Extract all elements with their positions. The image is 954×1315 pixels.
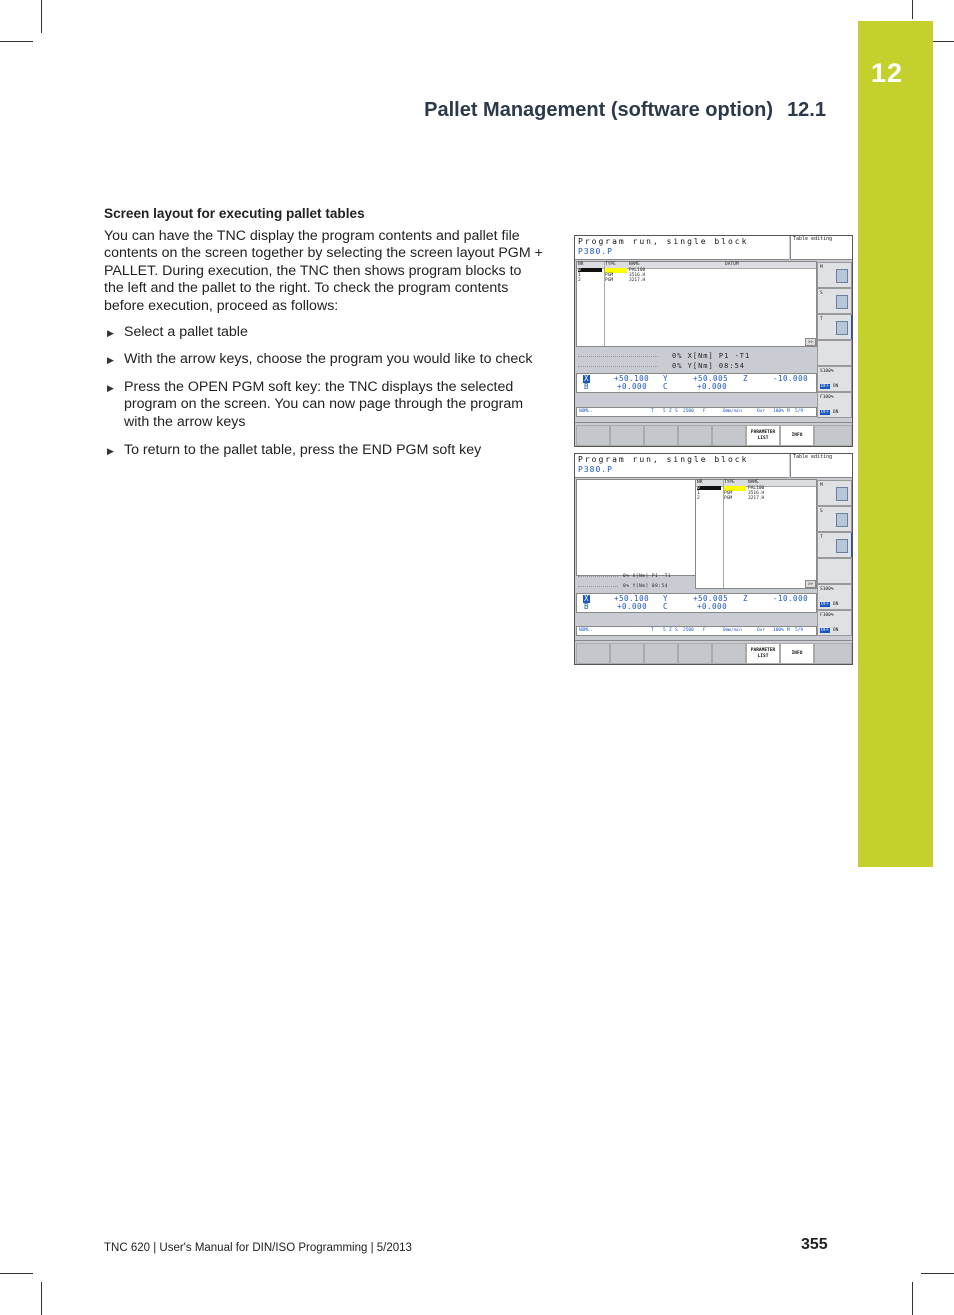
- vert-softkey-t[interactable]: [817, 532, 853, 558]
- chapter-tab: [858, 21, 933, 867]
- vsk-label: M: [820, 483, 823, 488]
- on-label: ON: [832, 602, 839, 607]
- column-header: NAME: [748, 480, 759, 485]
- separator: [578, 356, 658, 357]
- coord-row: [577, 603, 816, 611]
- status-axis: Z: [669, 409, 672, 414]
- status-ovr-label: Ovr: [757, 409, 766, 414]
- status-tool: 5: [663, 628, 666, 633]
- off-on-toggle[interactable]: [820, 602, 838, 607]
- vsk-label: S100%: [820, 587, 834, 592]
- status-spindle-label: S: [675, 628, 678, 633]
- side-mode-label: Table editing: [793, 236, 833, 242]
- header-title: Pallet Management (software option): [424, 99, 774, 121]
- axis-label: C: [662, 602, 668, 611]
- table-row[interactable]: [696, 496, 806, 501]
- status-tool: 5: [663, 409, 666, 414]
- cell-name: 3516.H: [629, 273, 646, 278]
- off-label: OFF: [821, 628, 830, 633]
- axis-label: Z: [742, 594, 748, 603]
- status-line-1: 0% X[Nm] P1 -T1: [672, 352, 751, 360]
- status-feed-label: F: [703, 628, 706, 633]
- softkey-1[interactable]: [576, 643, 610, 664]
- step-text: Press the OPEN PGM soft key: the TNC displays the selected program on the screen. You can now page through the program with the arrow keys: [124, 378, 524, 430]
- on-label: ON: [832, 410, 839, 415]
- axis-value: +0.000: [697, 602, 728, 611]
- vert-softkey-blank[interactable]: [817, 558, 852, 584]
- axis-label: X: [583, 594, 589, 603]
- axis-label: Y: [662, 374, 668, 383]
- softkey-row: [575, 422, 852, 446]
- body-text: [104, 205, 544, 469]
- scroll-right-button[interactable]: >>: [805, 580, 816, 588]
- side-mode-label: Table editing: [793, 454, 833, 460]
- axis-value: +50.100: [614, 374, 650, 383]
- tool-icon: [836, 321, 848, 335]
- column-header: TYPE: [605, 262, 616, 267]
- column-header: NR: [697, 480, 703, 485]
- softkey-5[interactable]: [712, 643, 746, 664]
- page-header: [424, 99, 826, 122]
- status-line-2: 0% Y[Nm] 08:54: [623, 584, 668, 589]
- axis-value: +0.000: [617, 602, 648, 611]
- vsk-label: S: [820, 291, 823, 296]
- crop-mark: [912, 1282, 913, 1315]
- softkey-info[interactable]: INFO: [780, 643, 814, 664]
- status-tool-label: T: [651, 628, 654, 633]
- softkey-3[interactable]: [644, 643, 678, 664]
- softkey-5[interactable]: [712, 425, 746, 446]
- softkey-3[interactable]: [644, 425, 678, 446]
- vert-softkey-t[interactable]: [817, 314, 853, 340]
- step-item: [104, 351, 544, 369]
- vert-softkey-s[interactable]: [817, 288, 852, 314]
- status-spindle: 2500: [683, 628, 694, 633]
- vsk-label: F100%: [820, 395, 834, 400]
- axis-label: X: [583, 374, 589, 383]
- softkey-8[interactable]: [814, 643, 852, 664]
- vert-softkey-m[interactable]: [817, 262, 852, 288]
- tnc-screenshot-1: [574, 235, 853, 447]
- operating-mode: Program run, single block: [578, 237, 749, 246]
- status-feed: 0mm/min: [723, 409, 742, 414]
- status-axis: Z: [669, 628, 672, 633]
- status-spindle-label: S: [675, 409, 678, 414]
- position-display: [576, 373, 817, 393]
- pallet-table[interactable]: [576, 261, 817, 347]
- vsk-label: S: [820, 509, 823, 514]
- cell-type: PGM: [605, 273, 614, 278]
- vert-softkey-s100[interactable]: [817, 584, 852, 610]
- status-ovr-label: Ovr: [757, 628, 766, 633]
- tnc-screenshot-2: [574, 453, 853, 665]
- side-mode: [790, 236, 853, 260]
- status-mode: NOML.: [579, 409, 593, 414]
- separator: [578, 366, 658, 367]
- bullet-triangle-icon: ▶: [107, 327, 114, 338]
- crop-mark: [921, 1273, 954, 1274]
- step-text: Select a pallet table: [124, 323, 248, 340]
- tool-icon: [836, 539, 848, 553]
- cell-nr: 0: [697, 486, 700, 491]
- column-header: DATUM: [725, 262, 739, 267]
- softkey-parameter-list[interactable]: PARAMETER LIST: [746, 425, 780, 446]
- status-feed-label: F: [703, 409, 706, 414]
- status-feed: 0mm/min: [723, 628, 742, 633]
- footer-text: TNC 620 | User's Manual for DIN/ISO Programming | 5/2013: [104, 1242, 412, 1254]
- off-on-toggle[interactable]: [820, 384, 838, 389]
- pallet-table[interactable]: [695, 479, 817, 589]
- softkey-1[interactable]: [576, 425, 610, 446]
- coord-row: [577, 383, 816, 391]
- column-header: NAME: [629, 262, 640, 267]
- off-label: OFF: [821, 410, 830, 415]
- separator: [578, 586, 618, 587]
- step-item: [104, 324, 544, 342]
- intro-paragraph: You can have the TNC display the program contents and pallet file contents on the screen together by selecting the screen layout PGM + PALLET. During execution, the TNC then shows program blocks to the left and the pallet to the right. To check the program contents before execution, proceed as follows:: [104, 227, 543, 314]
- axis-label: Y: [662, 594, 668, 603]
- on-label: ON: [832, 628, 839, 633]
- softkey-2[interactable]: [610, 425, 644, 446]
- page-number: 355: [801, 1236, 828, 1253]
- softkey-parameter-list[interactable]: PARAMETER LIST: [746, 643, 780, 664]
- machine-icon: [836, 487, 848, 501]
- vsk-label: S100%: [820, 369, 834, 374]
- mode-bar: [575, 236, 789, 260]
- separator: [578, 576, 618, 577]
- status-tool-label: T: [651, 409, 654, 414]
- off-label: OFF: [821, 384, 830, 389]
- axis-value: +0.000: [697, 382, 728, 391]
- step-text: With the arrow keys, choose the program you would like to check: [124, 351, 533, 368]
- machine-icon: [836, 269, 848, 283]
- program-blocks-panel[interactable]: [576, 479, 696, 576]
- status-line-1: 0% X[Nm] P1 -T1: [623, 574, 672, 579]
- cell-nr: 2: [697, 496, 700, 501]
- cell-name: 3217.H: [748, 496, 765, 501]
- crop-mark: [41, 1282, 42, 1315]
- operating-mode: Program run, single block: [578, 455, 749, 464]
- mode-bar: [575, 454, 789, 478]
- column-header: NR: [578, 262, 584, 267]
- cell-type: PGM: [605, 278, 614, 283]
- softkey-4[interactable]: [678, 425, 712, 446]
- status-ovr: 100%: [773, 628, 784, 633]
- cell-nr: 0: [578, 268, 581, 273]
- status-m: 5/9: [795, 628, 804, 633]
- status-m-label: M: [787, 409, 790, 414]
- axis-label: B: [583, 602, 589, 611]
- cell-nr: 1: [697, 491, 700, 496]
- status-m: 5/9: [795, 409, 804, 414]
- side-mode: [790, 454, 853, 478]
- off-on-toggle[interactable]: [820, 628, 838, 633]
- off-on-toggle[interactable]: [820, 410, 838, 415]
- crop-mark: [912, 0, 913, 19]
- vsk-label: F100%: [820, 613, 834, 618]
- softkey-8[interactable]: [814, 425, 852, 446]
- crop-mark: [41, 0, 42, 33]
- vert-softkey-m[interactable]: [817, 480, 852, 506]
- cell-name: 3516.H: [748, 491, 765, 496]
- position-display: [576, 593, 817, 613]
- step-item: [104, 379, 544, 432]
- axis-value: -10.000: [773, 374, 809, 383]
- status-spindle: 2500: [683, 409, 694, 414]
- vsk-label: T: [820, 535, 823, 540]
- axis-value: +50.005: [693, 594, 729, 603]
- status-m-label: M: [787, 628, 790, 633]
- axis-value: -10.000: [773, 594, 809, 603]
- cell-name: PAL100: [748, 486, 765, 491]
- vsk-label: T: [820, 317, 823, 322]
- bullet-triangle-icon: ▶: [107, 382, 114, 393]
- section-heading: Screen layout for executing pallet tables: [104, 206, 365, 221]
- axis-label: Z: [742, 374, 748, 383]
- axis-label: C: [662, 382, 668, 391]
- vert-softkey-f100[interactable]: [817, 610, 852, 636]
- cell-nr: 2: [578, 278, 581, 283]
- softkey-2[interactable]: [610, 643, 644, 664]
- step-text: To return to the pallet table, press the END PGM soft key: [124, 441, 482, 458]
- off-label: OFF: [821, 602, 830, 607]
- vert-softkey-blank[interactable]: [817, 340, 852, 366]
- spindle-icon: [836, 295, 848, 309]
- softkey-4[interactable]: [678, 643, 712, 664]
- vert-softkey-s[interactable]: [817, 506, 852, 532]
- status-line-2: 0% Y[Nm] 08:54: [672, 362, 746, 370]
- bullet-triangle-icon: ▶: [107, 445, 114, 456]
- step-item: [104, 442, 544, 460]
- vert-softkey-f100[interactable]: [817, 392, 852, 418]
- machine-status-bar: [576, 407, 817, 417]
- table-row[interactable]: [577, 278, 807, 283]
- bullet-triangle-icon: ▶: [107, 355, 114, 366]
- step-list: [104, 324, 544, 460]
- spindle-icon: [836, 513, 848, 527]
- crop-mark: [0, 41, 33, 42]
- program-file: P380.P: [578, 247, 613, 256]
- softkey-info[interactable]: INFO: [780, 425, 814, 446]
- machine-status-bar: [576, 626, 817, 636]
- axis-value: +50.100: [614, 594, 650, 603]
- on-label: ON: [832, 384, 839, 389]
- header-section: 12.1: [787, 99, 826, 121]
- crop-mark: [0, 1273, 33, 1274]
- vsk-label: M: [820, 265, 823, 270]
- status-mode: NOML.: [579, 628, 593, 633]
- column-header: TYPE: [724, 480, 735, 485]
- cell-type: PGM: [724, 496, 733, 501]
- cell-name: 3217.H: [629, 278, 646, 283]
- cell-name: PAL100: [629, 268, 646, 273]
- axis-value: +50.005: [693, 374, 729, 383]
- axis-label: B: [583, 382, 589, 391]
- softkey-row: [575, 640, 852, 664]
- cell-nr: 1: [578, 273, 581, 278]
- scroll-right-button[interactable]: >>: [805, 338, 816, 346]
- program-file: P380.P: [578, 465, 613, 474]
- axis-value: +0.000: [617, 382, 648, 391]
- status-ovr: 100%: [773, 409, 784, 414]
- cell-type: PGM: [724, 491, 733, 496]
- vert-softkey-s100[interactable]: [817, 366, 852, 392]
- chapter-number: 12: [870, 58, 904, 88]
